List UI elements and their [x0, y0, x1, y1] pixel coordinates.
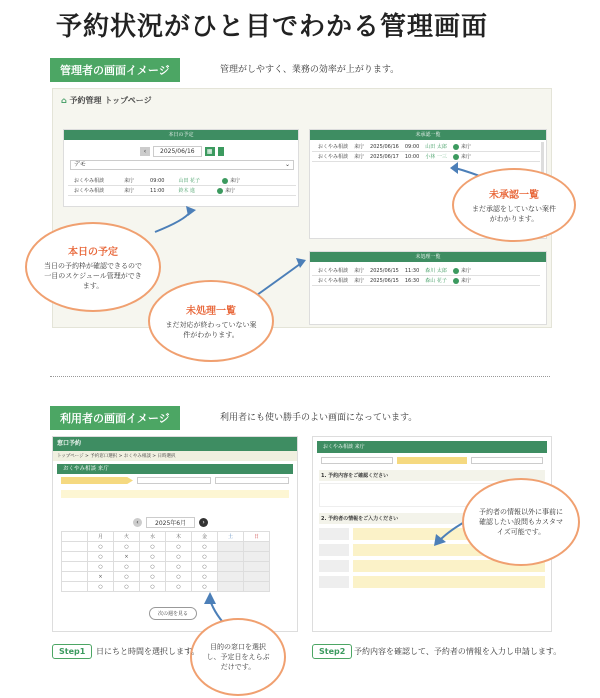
divider	[50, 376, 550, 377]
row-mode: 来庁	[124, 188, 135, 194]
slot-cell: ○	[140, 542, 166, 552]
slot-cell: ○	[140, 572, 166, 582]
date-field[interactable]: 2025/06/16	[153, 146, 202, 157]
next-week-icon[interactable]: ›	[199, 518, 208, 527]
row-status: 来庁	[225, 188, 236, 194]
breadcrumb: トップページ > 予約窓口選択 > おくやみ相談 > 日時選択	[53, 451, 297, 461]
arrow-icon	[450, 162, 458, 174]
step1-desc: 日にちと時間を選択します。	[96, 647, 200, 656]
bubble-title: 未承認一覧	[489, 190, 539, 201]
user-section-tag: 利用者の画面イメージ	[50, 406, 180, 430]
row-date: 2025/06/16	[370, 144, 399, 150]
slot-cell: ○	[88, 582, 114, 592]
slot-cell: ○	[192, 572, 218, 582]
prev-week-button[interactable]: ‹	[133, 518, 142, 527]
slot-cell: ○	[140, 562, 166, 572]
day-header: 火	[114, 532, 140, 542]
row-type: おくやみ相談	[318, 144, 349, 150]
row-name[interactable]: 鈴木 進	[178, 188, 196, 194]
row-mode: 来庁	[124, 178, 135, 184]
row-mode: 来庁	[354, 268, 365, 274]
slot-cell: ○	[166, 582, 192, 592]
slot-cell: ○	[140, 582, 166, 592]
day-header: 金	[192, 532, 218, 542]
slot-cell: ○	[114, 542, 140, 552]
row-time: 11:30	[404, 268, 420, 274]
day-header: 水	[140, 532, 166, 542]
row-status: 来庁	[230, 178, 241, 184]
row-status: 来庁	[460, 154, 471, 160]
slot-cell: ×	[114, 552, 140, 562]
row-name[interactable]: 山田 花子	[178, 178, 201, 184]
bubble-title: 未処理一覧	[186, 306, 236, 317]
window-select-value: デモ	[74, 161, 87, 168]
chevron-down-icon: ⌄	[284, 161, 290, 168]
step2-service-bar: おくやみ相談 来庁	[317, 441, 547, 453]
home-icon[interactable]: ⌂	[61, 96, 67, 105]
row-name[interactable]: 山田 太郎	[425, 144, 447, 150]
prev-date-button[interactable]: ‹	[140, 147, 150, 156]
month-label: 2025年6月	[146, 517, 195, 528]
arrow-icon	[204, 592, 216, 604]
step1-badge: Step1	[52, 644, 92, 659]
confirm-section: 1. 予約内容をご確認ください	[319, 470, 545, 481]
bubble-desc: 当日の予約枠が確認できるので一目のスケジュール管理ができます。	[44, 262, 142, 290]
bubble-unapproved	[452, 168, 576, 242]
slot-cell: ○	[166, 552, 192, 562]
row-status: 来庁	[460, 278, 471, 284]
row-mode: 来庁	[354, 144, 365, 150]
row-type: おくやみ相談	[318, 268, 349, 274]
bubble-desc: まだ対応が終わっていない案件がわかります。	[165, 321, 257, 339]
slot-cell: ○	[166, 562, 192, 572]
row-status: 来庁	[460, 268, 471, 274]
day-header: 土	[218, 532, 244, 542]
admin-section-tag: 管理者の画面イメージ	[50, 58, 180, 82]
step2-desc: 予約内容を確認して、予約者の情報を入力し申請します。	[354, 647, 562, 656]
row-status: 来庁	[460, 144, 471, 150]
bubble-desc: 予約者の情報以外に事前に確認したい設問もカスタマイズ可能です。	[479, 508, 563, 536]
row-time: 09:00	[404, 144, 420, 150]
slot-cell: ○	[114, 562, 140, 572]
row-time: 16:30	[404, 278, 420, 284]
admin-page-title-text: 予約管理 トップページ	[69, 96, 152, 105]
row-type: おくやみ相談	[74, 188, 105, 194]
next-week-button[interactable]: 次の週を見る	[149, 607, 197, 620]
user-section-desc: 利用者にも使い勝手のよい画面になっています。	[220, 413, 418, 423]
row-name[interactable]: 小林 一三	[425, 154, 447, 160]
page-title: 予約状況がひと目でわかる管理画面	[56, 12, 489, 42]
row-type: おくやみ相談	[318, 154, 349, 160]
calendar-icon[interactable]: ▦	[205, 147, 215, 156]
row-type: おくやみ相談	[74, 178, 105, 184]
slot-cell: ○	[114, 572, 140, 582]
bubble-desc: まだ承認をしていない案件がわかります。	[472, 205, 556, 223]
row-date: 2025/06/17	[370, 154, 399, 160]
row-name[interactable]: 森川 太郎	[425, 268, 447, 274]
bubble-unprocessed	[148, 280, 274, 362]
unapproved-header: 未承認一覧	[310, 130, 546, 140]
today-header: 本日の予定	[64, 130, 298, 140]
slot-cell: ○	[88, 542, 114, 552]
slot-cell: ○	[140, 552, 166, 562]
unprocessed-header: 未処理一覧	[310, 252, 546, 262]
row-time: 10:00	[404, 154, 420, 160]
day-header: 木	[166, 532, 192, 542]
admin-section-desc: 管理がしやすく、業務の効率が上がります。	[220, 65, 400, 75]
row-time: 11:00	[150, 188, 165, 194]
slot-cell: ○	[166, 572, 192, 582]
row-name[interactable]: 森山 花子	[425, 278, 447, 284]
service-bar: おくやみ相談 来庁	[57, 464, 293, 474]
row-time: 09:00	[150, 178, 165, 184]
slot-cell: ○	[88, 552, 114, 562]
slot-cell: ○	[88, 562, 114, 572]
slot-cell: ○	[114, 582, 140, 592]
day-header: 月	[88, 532, 114, 542]
bubble-title: 本日の予定	[68, 247, 118, 258]
day-header: 日	[244, 532, 270, 542]
bubble-step2	[462, 478, 580, 566]
bubble-desc: 目的の窓口を選択し、予定日をえらぶだけです。	[206, 643, 270, 671]
row-type: おくやみ相談	[318, 278, 349, 284]
bubble-step1	[190, 618, 286, 696]
row-mode: 来庁	[354, 278, 365, 284]
slot-cell: ○	[166, 542, 192, 552]
row-date: 2025/06/15	[370, 278, 399, 284]
slot-cell: ×	[88, 572, 114, 582]
input-section: 2. 予約者の情報をご入力ください	[319, 513, 545, 524]
slot-cell: ○	[192, 542, 218, 552]
slot-cell: ○	[192, 582, 218, 592]
row-mode: 来庁	[354, 154, 365, 160]
bubble-today	[25, 222, 161, 312]
slot-cell: ○	[192, 552, 218, 562]
step2-badge: Step2	[312, 644, 352, 659]
slot-cell: ○	[192, 562, 218, 572]
step1-header: 窓口予約	[53, 437, 297, 451]
row-date: 2025/06/15	[370, 268, 399, 274]
